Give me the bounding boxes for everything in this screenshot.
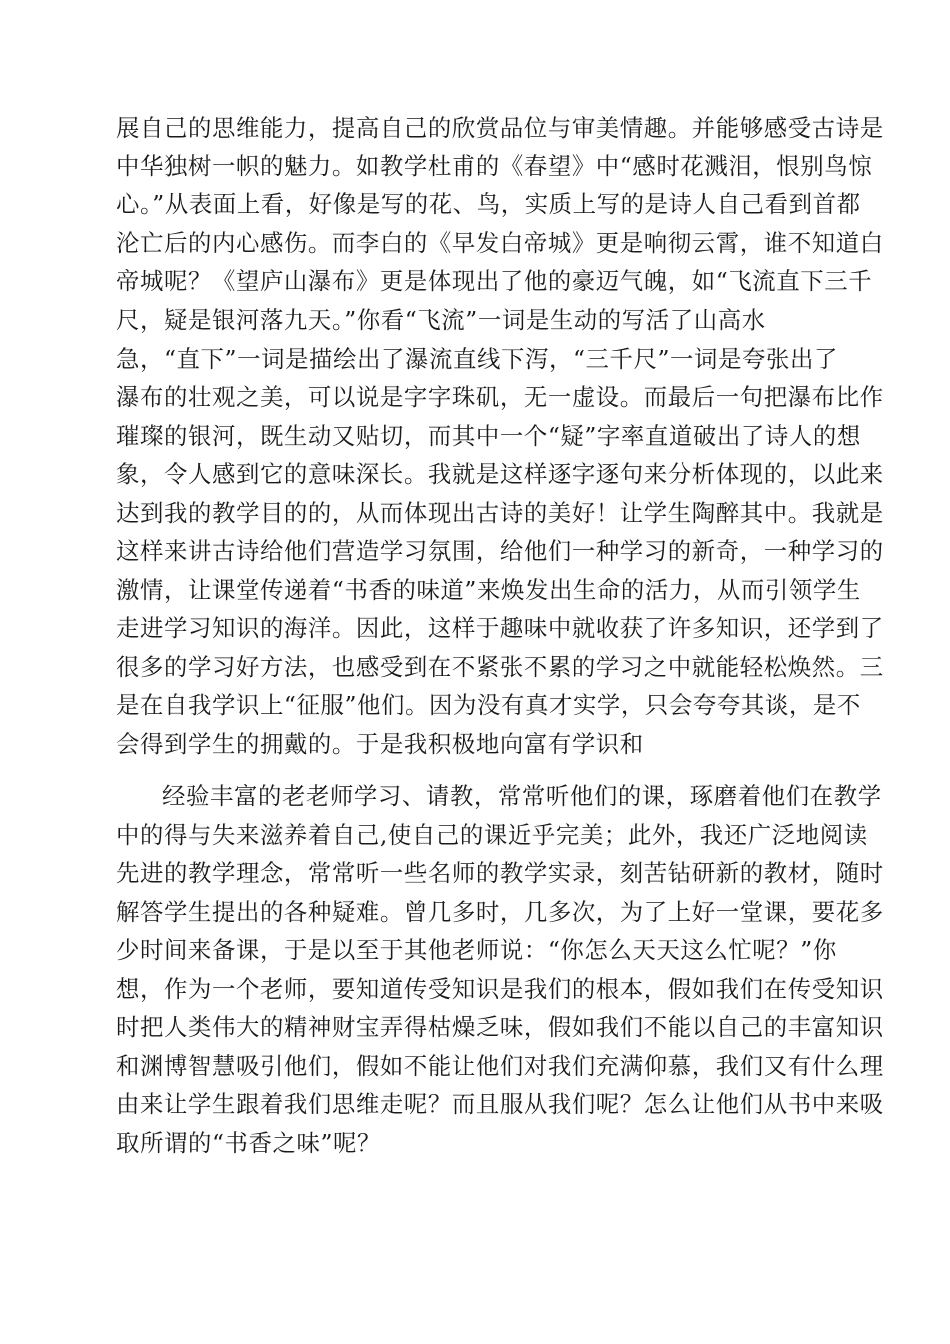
- text-line: 少时间来备课，于是以至于其他老师说：“你怎么天天这么忙呢？”你: [116, 936, 837, 964]
- text-line: 沦亡后的内心感伤。而李白的《早发白帝城》更是响彻云霄，谁不知道白: [116, 229, 884, 257]
- text-line: 心。”从表面上看，好像是写的花、鸟，实质上写的是诗人自己看到首都: [116, 190, 861, 218]
- text-line: 中的得与失来滋养着自己,使自己的课近乎完美；此外，我还广泛地阅读: [116, 821, 868, 849]
- text-line: 解答学生提出的各种疑难。曾几多时，几多次，为了上好一堂课，要花多: [116, 898, 884, 926]
- text-line: 达到我的教学目的的，从而体现出古诗的美好！让学生陶醉其中。我就是: [116, 499, 884, 527]
- text-line: 急，“直下”一词是描绘出了瀑流直线下泻，“三千尺”一词是夸张出了: [116, 345, 838, 373]
- text-line: 经验丰富的老老师学习、请教，常常听他们的课，琢磨着他们在教学: [162, 782, 882, 810]
- text-line: 尺，疑是银河落九天。”你看“飞流”一词是生动的写活了山高水: [116, 306, 766, 334]
- text-line: 瀑布的壮观之美，可以说是字字珠矶，无一虚设。而最后一句把瀑布比作: [116, 383, 884, 411]
- text-line: 激情，让课堂传递着“书香的味道”来焕发出生命的活力，从而引领学生: [116, 576, 861, 604]
- text-line: 这样来讲古诗给他们营造学习氛围，给他们一种学习的新奇，一种学习的: [116, 537, 884, 565]
- text-line: 璀璨的银河，既生动又贴切，而其中一个“疑”字率直道破出了诗人的想: [116, 422, 861, 450]
- text-line: 先进的教学理念，常常听一些名师的教学实录，刻苦钻研新的教材，随时: [116, 859, 884, 887]
- text-line: 中华独树一帜的魅力。如教学杜甫的《春望》中“感时花溅泪，恨别鸟惊: [116, 152, 873, 180]
- text-line: 帝城呢？《望庐山瀑布》更是体现出了他的豪迈气魄，如“飞流直下三千: [116, 267, 873, 295]
- text-line: 和渊博智慧吸引他们，假如不能让他们对我们充满仰慕，我们又有什么理: [116, 1052, 884, 1080]
- text-line: 展自己的思维能力，提高自己的欣赏品位与审美情趣。并能够感受古诗是: [116, 114, 884, 142]
- text-line: 取所谓的“书香之味”呢？: [116, 1129, 382, 1157]
- text-line: 由来让学生跟着我们思维走呢？而且服从我们呢？怎么让他们从书中来吸: [116, 1090, 884, 1118]
- text-line: 时把人类伟大的精神财宝弄得枯燥乏味，假如我们不能以自己的丰富知识: [116, 1013, 884, 1041]
- text-line: 会得到学生的拥戴的。于是我积极地向富有学识和: [116, 730, 644, 758]
- text-line: 很多的学习好方法，也感受到在不紧张不累的学习之中就能轻松焕然。三: [116, 653, 884, 681]
- text-line: 走进学习知识的海洋。因此，这样于趣味中就收获了许多知识，还学到了: [116, 614, 884, 642]
- text-line: 想，作为一个老师，要知道传受知识是我们的根本，假如我们在传受知识: [116, 975, 884, 1003]
- text-line: 象，令人感到它的意味深长。我就是这样逐字逐句来分析体现的，以此来: [116, 460, 884, 488]
- text-line: 是在自我学识上“征服”他们。因为没有真才实学，只会夸夸其谈，是不: [116, 691, 861, 719]
